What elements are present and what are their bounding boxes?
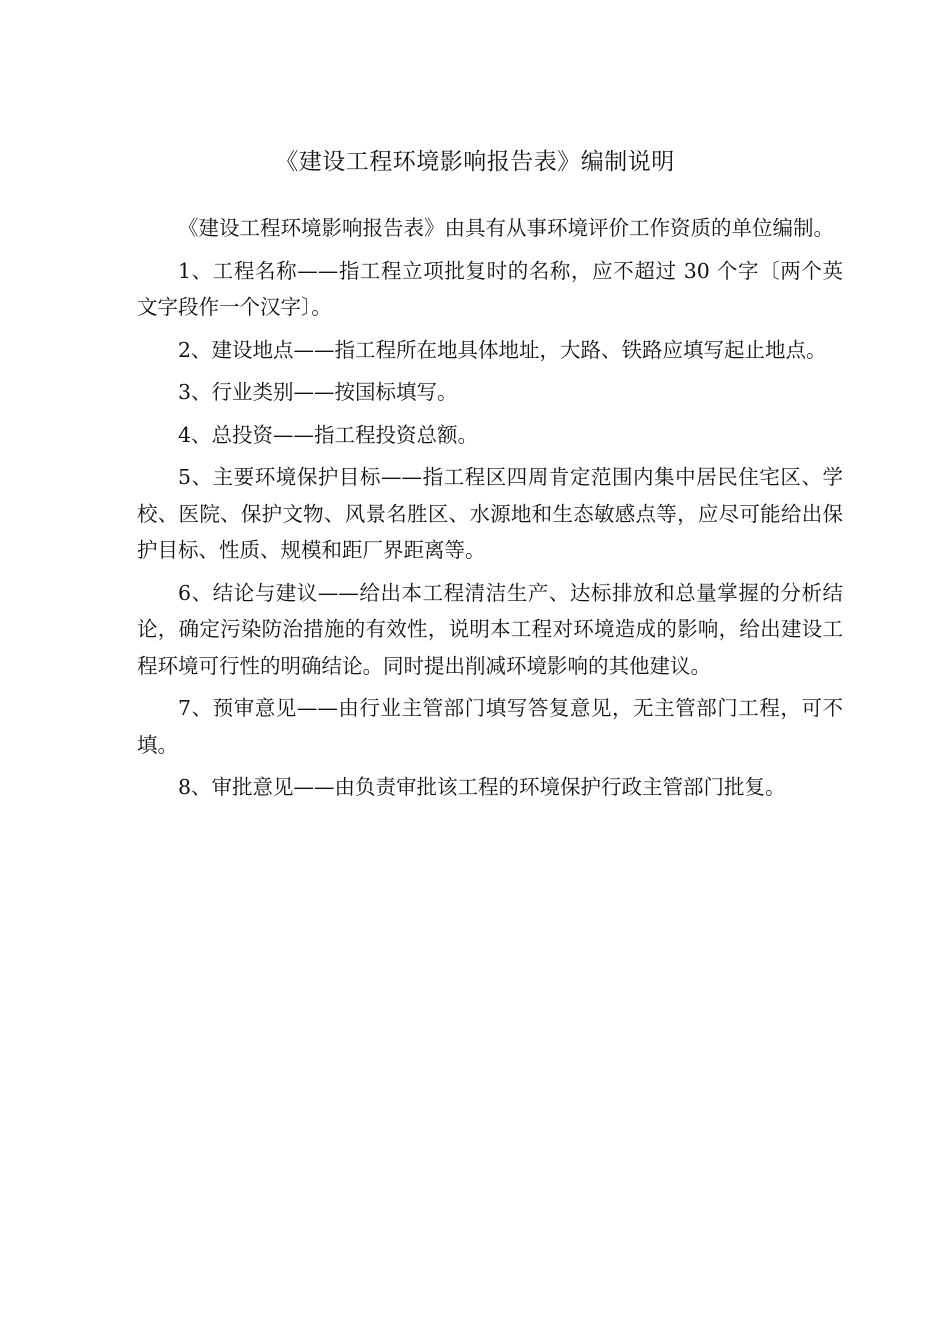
page-title: 《建设工程环境影响报告表》编制说明 bbox=[275, 149, 675, 175]
document-body bbox=[137, 210, 843, 812]
item-pre-review-opinion: 7、预审意见——由行业主管部门填写答复意见，无主管部门工程，可不填。 bbox=[137, 696, 843, 757]
item-protection-targets: 5、主要环境保护目标——指工程区四周肯定范围内集中居民住宅区、学校、医院、保护文物、风景名胜区、水源地和生态敏感点等，应尽可能给出保护目标、性质、规模和距厂界距离等。 bbox=[137, 465, 843, 562]
item-project-name: 1、工程名称——指工程立项批复时的名称，应不超过 30 个字〔两个英文字段作一个汉字〕。 bbox=[137, 258, 843, 319]
intro-paragraph: 《建设工程环境影响报告表》由具有从事环境评价工作资质的单位编制。 bbox=[178, 216, 834, 240]
item-approval-opinion: 8、审批意见——由负责审批该工程的环境保护行政主管部门批复。 bbox=[178, 775, 786, 799]
item-industry-category: 3、行业类别——按国标填写。 bbox=[178, 380, 458, 404]
item-conclusions: 6、结论与建议——给出本工程清洁生产、达标排放和总量掌握的分析结论，确定污染防治措施的有效性，说明本工程对环境造成的影响，给出建设工程环境可行性的明确结论。同时提出削减环境影响的其他建议。 bbox=[137, 580, 843, 678]
item-total-investment: 4、总投资——指工程投资总额。 bbox=[178, 422, 479, 447]
item-construction-site: 2、建设地点——指工程所在地具体地址，大路、铁路应填写起止地点。 bbox=[178, 337, 827, 362]
